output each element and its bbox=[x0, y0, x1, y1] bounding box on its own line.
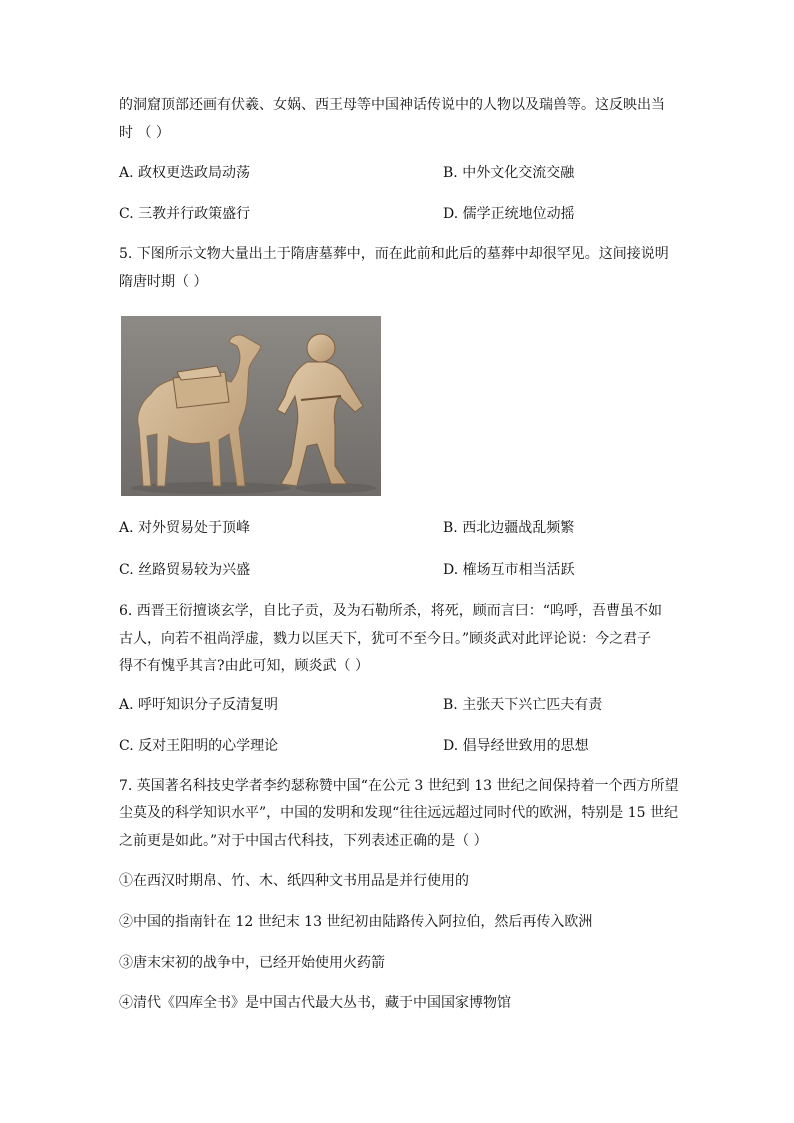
artifact-photo-camel-and-figure bbox=[121, 316, 381, 496]
q4-option-b: B. 中外文化交流交融 bbox=[443, 165, 575, 181]
q5-option-d: D. 榷场互市相当活跃 bbox=[443, 562, 575, 578]
q6-stem-line2: 古人，向若不祖尚浮虚，戮力以匡天下，犹可不至今日。”顾炎武对此评论说：今之君子 bbox=[119, 631, 652, 647]
q6-option-b: B. 主张天下兴亡匹夫有责 bbox=[443, 697, 603, 713]
q5-stem-line1: 5. 下图所示文物大量出土于隋唐墓葬中，而在此前和此后的墓葬中却很罕见。这间接说明 bbox=[119, 246, 669, 262]
q7-statement-3: ③唐末宋初的战争中，已经开始使用火药箭 bbox=[119, 955, 385, 971]
q4-option-d: D. 儒学正统地位动摇 bbox=[443, 206, 575, 222]
q7-statement-4: ④清代《四库全书》是中国古代最大丛书，藏于中国国家博物馆 bbox=[119, 995, 511, 1011]
q7-statement-1: ①在西汉时期帛、竹、木、纸四种文书用品是并行使用的 bbox=[119, 873, 469, 889]
q6-option-d: D. 倡导经世致用的思想 bbox=[443, 738, 589, 754]
q7-statement-2: ②中国的指南针在 12 世纪末 13 世纪初由陆路传入阿拉伯，然后再传入欧洲 bbox=[119, 914, 593, 930]
q7-stem-line3: 之前更是如此。”对于中国古代科技，下列表述正确的是（ ） bbox=[119, 833, 488, 849]
q6-stem-line1: 6. 西晋王衍擅谈玄学，自比子贡，及为石勒所杀，将死，顾而言曰：“呜呼，吾曹虽不如 bbox=[119, 603, 662, 619]
q4-option-c: C. 三教并行政策盛行 bbox=[119, 206, 251, 222]
q6-stem-line3: 得不有愧乎其言?由此可知，顾炎武（ ） bbox=[119, 658, 369, 674]
q4-stem-line1: 的洞窟顶部还画有伏羲、女娲、西王母等中国神话传说中的人物以及瑞兽等。这反映出当 bbox=[119, 97, 665, 113]
q7-stem-line2: 尘莫及的科学知识水平”，中国的发明和发现“往往远远超过同时代的欧洲，特别是 15 世纪 bbox=[119, 805, 679, 821]
q6-option-a: A. 呼吁知识分子反清复明 bbox=[119, 697, 279, 713]
q5-option-c: C. 丝路贸易较为兴盛 bbox=[119, 562, 251, 578]
q5-option-a: A. 对外贸易处于顶峰 bbox=[119, 520, 251, 536]
q4-stem-line2: 时 （ ） bbox=[119, 125, 170, 141]
q5-stem-line2: 隋唐时期（ ） bbox=[119, 274, 208, 290]
q5-option-b: B. 西北边疆战乱频繁 bbox=[443, 520, 575, 536]
q7-stem-line1: 7. 英国著名科技史学者李约瑟称赞中国“在公元 3 世纪到 13 世纪之间保持着一个西方所望 bbox=[119, 778, 679, 794]
q6-option-c: C. 反对王阳明的心学理论 bbox=[119, 738, 279, 754]
q4-option-a: A. 政权更迭政局动荡 bbox=[119, 165, 251, 181]
